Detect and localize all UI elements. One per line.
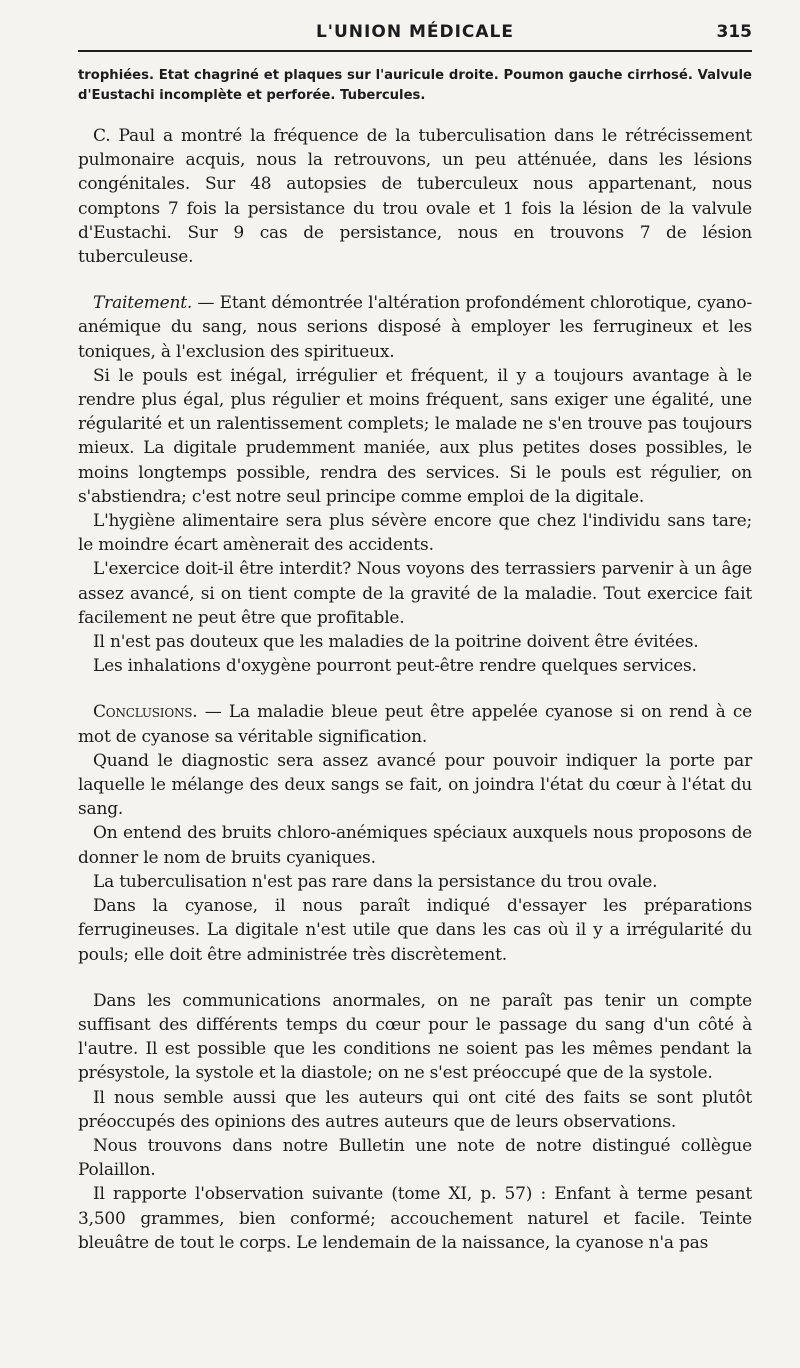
paragraph: Si le pouls est inégal, irrégulier et fréquent, il y a toujours avantage à le rendre plus égal, plus régulier et moins fréquent, sans exiger une égalité, une régularité et un ralentissement complets; le malade ne s'en trouve pas toujours mieux. La digitale prudemment maniée, aux plus petites doses possibles, le moins longtemps possible, rendra des services. Si le pouls est régulier, on s'abstiendra; c'est notre seul principe comme emploi de la digitale.: [78, 365, 752, 507]
paragraph: C. Paul a montré la fréquence de la tuberculisation dans le rétrécissement pulmonaire acquis, nous la retrouvons, un peu atténuée, dans les lésions congénitales. Sur 48 autopsies de tuberculeux nous appartenant, nous comptons 7 fois la persistance du trou ovale et 1 fois la lésion de la valvule d'Eustachi. Sur 9 cas de persistance, nous en trouvons 7 de lésion tuberculeuse.: [78, 126, 752, 268]
page-number: 315: [716, 22, 752, 42]
paragraph-conclusions: [78, 700, 752, 748]
paragraph-text: — Etant démontrée l'altération profondément chlorotique, cyano-anémique du sang, nous serions disposé à employer les ferrugineux et les toniques, à l'exclusion des spiritueux.: [78, 293, 752, 362]
page: [78, 20, 752, 1255]
running-header: [78, 20, 752, 52]
paragraph: Il nous semble aussi que les auteurs qui ont cité des faits se sont plutôt préoccupés des opinions des autres auteurs que de leurs observations.: [78, 1087, 752, 1132]
paragraph: Il rapporte l'observation suivante (tome XI, p. 57) : Enfant à terme pesant 3,500 grammes, bien conformé; accouchement naturel et facile. Teinte bleuâtre de tout le corps. Le lendemain de la naissance, la cyanose n'a pas: [78, 1184, 752, 1253]
case-note: trophiées. Etat chagriné et plaques sur l'auricule droite. Poumon gauche cirrhosé. Valvule d'Eustachi incomplète et perforée. Tubercules.: [78, 68, 752, 103]
section-label: Conclusions.: [93, 702, 198, 723]
paragraph: Dans la cyanose, il nous paraît indiqué d'essayer les préparations ferrugineuses. La digitale n'est utile que dans les cas où il y a irrégularité du pouls; elle doit être administrée très discrètement.: [78, 896, 752, 965]
journal-title: L'UNION MÉDICALE: [315, 22, 515, 42]
paragraph-treatment: [78, 291, 752, 364]
paragraph: Quand le diagnostic sera assez avancé pour pouvoir indiquer la porte par laquelle le mélange des deux sangs se fait, on joindra l'état du cœur à l'état du sang.: [78, 750, 752, 820]
paragraph: L'exercice doit-il être interdit? Nous voyons des terrassiers parvenir à un âge assez avancé, si on tient compte de la gravité de la maladie. Tout exercice fait facilement ne peut être que profitable.: [78, 559, 752, 628]
paragraph-text: — La maladie bleue peut être appelée cyanose si on rend à ce mot de cyanose sa véritable signification.: [78, 702, 752, 747]
paragraph: Nous trouvons dans notre Bulletin une note de notre distingué collègue Polaillon.: [78, 1135, 752, 1181]
paragraph: La tuberculisation n'est pas rare dans la persistance du trou ovale.: [93, 871, 658, 892]
paragraph: Dans les communications anormales, on ne paraît pas tenir un compte suffisant des différents temps du cœur pour le passage du sang d'un côté à l'autre. Il est possible que les conditions ne soient pas les mêmes pendant la présystole, la systole et la diastole; on ne s'est préoccupé que de la systole.: [78, 990, 752, 1084]
paragraph: L'hygiène alimentaire sera plus sévère encore que chez l'individu sans tare; le moindre écart amènerait des accidents.: [78, 511, 752, 556]
paragraph: On entend des bruits chloro-anémiques spéciaux auxquels nous proposons de donner le nom de bruits cyaniques.: [78, 823, 752, 868]
section-label: Traitement.: [93, 293, 193, 314]
paragraph: Il n'est pas douteux que les maladies de la poitrine doivent être évitées.: [93, 632, 699, 653]
paragraph: Les inhalations d'oxygène pourront peut-être rendre quelques services.: [93, 656, 697, 677]
article-body: [78, 124, 752, 1255]
